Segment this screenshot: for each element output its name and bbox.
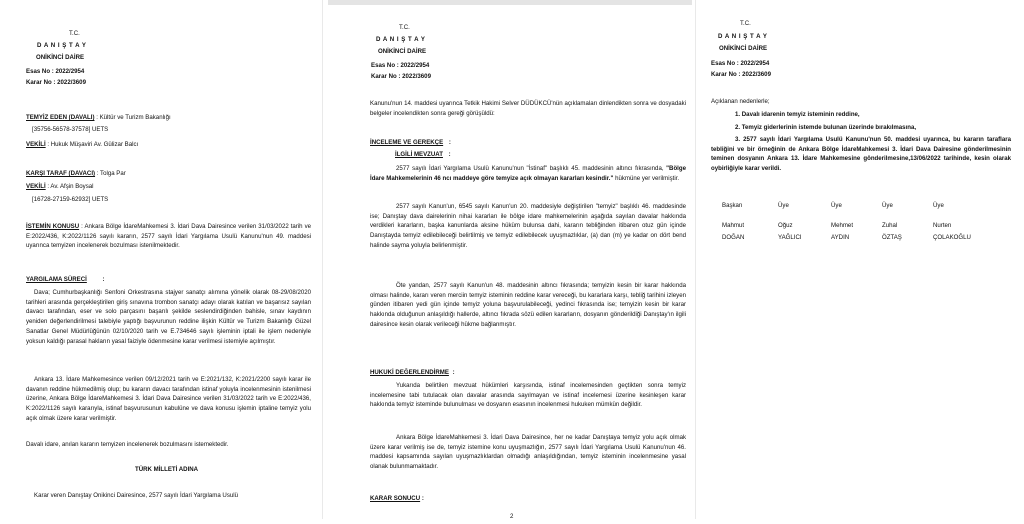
davali-paragraph: Davalı idare, anılan kararın temyizen incelenerek bozulmasını istemektedir. (26, 441, 229, 448)
judge-first-name: Mahmut (722, 222, 745, 229)
temyiz-eden-uets: [35756-56578-37578] UETS (32, 126, 109, 133)
istemin-konusu-text: : Ankara Bölge İdareMahkemesi 3. İdari Dava Dairesince verilen 31/03/2022 tarih ve E:2022/436, K:2022/1126 sayılı kararın, 2577 sayılı İdari Yargılama Usulü Kanunu'nun 49. maddesi uyarınca temyizen incelenerek bozulması istenilmektedir. (26, 223, 311, 250)
hukuki-paragraph-1: Yukarıda belirtilen mevzuat hükümleri karşısında, istinaf incelemesinden geçtikten sonra temyiz incelemesine tabi tutulacak olan davalar arasında sayılmayan ve istinaf incelemesi üzerine kesinleşen karar hakkında temyiz isteminde bulunulması ve dosyanın esasının incelenmesi hukuken mümkün değildir. (370, 382, 686, 409)
karsi-taraf (26, 170, 126, 178)
vekili-2-value: : Av. Afşin Boysal (47, 183, 94, 190)
judge-title: Üye (831, 202, 842, 209)
page-divider (695, 0, 696, 519)
vekili-1-value: : Hukuk Müşaviri Av. Gülizar Balcı (47, 141, 139, 148)
judge-last-name: YAĞLICI (778, 234, 802, 241)
judge-1 (722, 202, 744, 242)
temyiz-eden-label: TEMYİZ EDEN (DAVALI) (26, 114, 95, 121)
hukuki-heading (370, 369, 455, 377)
inceleme-heading (370, 139, 451, 147)
hukuki-colon: : (452, 369, 455, 376)
karar-sonucu-heading (370, 495, 424, 503)
judge-first-name: Zuhal (882, 222, 898, 229)
judge-title: Üye (933, 202, 944, 209)
document-page-3 (698, 0, 1024, 519)
header-esas: Esas No : 2022/2954 (371, 62, 430, 69)
vekili-2-label: VEKİLİ (26, 183, 46, 190)
header-tc: T.C. (399, 24, 410, 31)
result-item-3: 3. 2577 sayılı İdari Yargılama Usulü Kanunu'nun 50. maddesi uyarınca, bu kararın taraflara tebliğini ve bir örneğinin de Ankara Bölge İdareMahkemesi 3. İdari Dava Dairesine gönderilmesinin teminen dosyanın Ankara 13. İdare Mahkemesine gönderilmesine,13/06/2022 tarihinde, kesin olarak oybirliğiyle karar verildi. (711, 136, 1011, 173)
header-chamber: ONİKİNCİ DAİRE (719, 45, 768, 52)
judge-title: Başkan (722, 202, 743, 209)
istemin-konusu-label: İSTEMİN KONUSU (26, 223, 80, 230)
p1-c: hükmüne yer verilmiştir. (615, 174, 680, 182)
karsi-taraf-value: : Tolga Par (96, 170, 126, 177)
page-divider (322, 0, 323, 519)
karar-sonucu-colon: : (421, 495, 424, 502)
judge-last-name: ÖZTAŞ (882, 234, 902, 241)
inceleme-colon: : (448, 139, 451, 146)
header-tc: T.C. (740, 20, 751, 27)
vekili-2 (26, 183, 94, 191)
result-item-1: 1. Davalı idarenin temyiz isteminin reddine, (735, 111, 860, 118)
judge-4 (882, 202, 902, 242)
judge-last-name: DOĞAN (722, 234, 745, 241)
document-page-1 (0, 0, 318, 519)
header-court: D A N I Ş T A Y (718, 33, 768, 40)
judge-last-name: ÇOLAKOĞLU (933, 234, 971, 241)
ilgili-mevzuat-colon: : (448, 151, 451, 158)
judge-title: Üye (882, 202, 893, 209)
dava-paragraph: Dava; Cumhurbaşkanlığı Senfoni Orkestrasına stajyer sanatçı alımına yönelik olarak 08-29/08/2020 tarihleri arasında gerçekleştirilen giriş sınavına trombon sanatçı adayı olarak katılan ve başarısız sayılan davacı tarafından, eser ve solo parçasını başarılı şekilde seslendirdiğinden bahisle, sınav kaydının yeniden değerlendirilmesi talebiyle yaptığı başvurunun reddine ilişkin Kültür ve Turizm Bakanlığı Güzel Sanatlar Genel Müdürlüğünün 02/10/2020 tarih ve E.734646 sayılı işleminin iptali ile işlem nedeniyle yoksun kaldığı parasal hakların yasal faiziyle ödenmesine karar verilmesi istemiyle açılmıştır. (26, 289, 311, 345)
temyiz-eden (26, 114, 171, 122)
judge-2 (778, 202, 802, 242)
ilgili-mevzuat-heading (395, 151, 451, 159)
karar-veren-line: Karar veren Danıştay Onikinci Dairesince, 2577 sayılı İdari Yargılama Usulü (34, 492, 239, 499)
karsi-taraf-label: KARŞI TARAF (DAVACI) (26, 170, 96, 177)
istemin-konusu (26, 222, 311, 251)
judge-title: Üye (778, 202, 789, 209)
temyiz-eden-value: : Kültür ve Turizm Bakanlığı (96, 114, 171, 121)
mevzuat-paragraph-1 (370, 164, 686, 183)
vekili-1 (26, 141, 138, 149)
turk-milleti-adina: TÜRK MİLLETİ ADINA (135, 466, 199, 473)
judge-first-name: Mehmet (831, 222, 854, 229)
header-karar: Karar No : 2022/3609 (711, 71, 771, 78)
header-karar: Karar No : 2022/3609 (26, 79, 86, 86)
header-karar: Karar No : 2022/3609 (371, 73, 431, 80)
header-esas: Esas No : 2022/2954 (26, 68, 85, 75)
mevzuat-paragraph-3: Öte yandan, 2577 sayılı Kanun'un 48. maddesinin altıncı fıkrasında; temyizin kesin bir karar hakkında olması halinde, kararı veren merciin temyiz isteminin reddine karar vereceği, bu kararlara karşı, tebliğ tarihini izleyen günden itibaren yedi gün içinde temyiz yoluna başvurulabileceği, yedinci fıkrasında ise; temyizin kesin bir karar hakkında olduğunun anlaşıldığı hallerde, altıncı fıkrada sözü edilen kararların, dosyanın gönderildiği Danıştay'ın ilgili dairesince kesin olarak verileceği hükme bağlanmıştır. (370, 282, 686, 328)
header-court: D A N I Ş T A Y (37, 42, 87, 49)
page-number: 2 (510, 513, 514, 520)
judge-last-name: AYDIN (831, 234, 850, 241)
inceleme-label: İNCELEME VE GEREKÇE (370, 139, 444, 146)
ankara-paragraph: Ankara 13. İdare Mahkemesince verilen 09/12/2021 tarih ve E:2021/132, K:2021/2200 sayılı karar ile davanın reddine hükmedilmiş olup; bu kararın davacı tarafından istinaf yoluyla incelenmesinin istenilmesi üzerine, Ankara Bölge İdareMahkemesi 3. İdari Dava Dairesince verilen 31/03/2022 tarih ve E:2022/436, K:2022/1126 sayılı kararıyla, istinaf başvurusunun kabulüne ve dava konusu işlemin iptaline temyiz yolu açık olmak üzere karar verilmiştir. (26, 376, 311, 422)
karar-sonucu-label: KARAR SONUCU (370, 495, 421, 502)
header-esas: Esas No : 2022/2954 (711, 60, 770, 67)
intro-paragraph: Kanunu'nun 14. maddesi uyarınca Tetkik Hakimi Selver DÜDÜKCÜ'nün açıklamaları dinlendikten sonra ve dosyadaki belgeler incelendikten sonra gereği görüşüldü: (370, 100, 686, 117)
hukuki-label: HUKUKİ DEĞERLENDİRME (370, 369, 449, 376)
document-page-2 (328, 0, 692, 524)
header-court: D A N I Ş T A Y (376, 36, 426, 43)
yargilama-sureci-colon: : (102, 276, 105, 283)
result-item-2: 2. Temyiz giderlerinin istemde bulunan üzerinde bırakılmasına, (735, 124, 917, 131)
header-chamber: ONİKİNCİ DAİRE (36, 54, 85, 61)
judge-first-name: Nurten (933, 222, 952, 229)
vekili-1-label: VEKİLİ (26, 141, 46, 148)
aciklanan-nedenlerle: Açıklanan nedenlerle; (711, 98, 770, 105)
header-chamber: ONİKİNCİ DAİRE (378, 48, 427, 55)
judge-first-name: Oğuz (778, 222, 793, 229)
p1-a: 2577 sayılı İdari Yargılama Usulü Kanunu'nun "İstinaf" başlıklı 45. maddesinin altıncı fıkrasında, (396, 165, 664, 172)
judge-5 (933, 202, 971, 242)
ilgili-mevzuat-label: İLGİLİ MEVZUAT (395, 151, 443, 158)
judge-3 (831, 202, 853, 242)
p1-b: "Bölge İdare Mahkemelerinin 46 ncı maddeye göre temyize açık olmayan kararları kesindir." (370, 165, 686, 182)
header-tc: T.C. (69, 30, 80, 37)
yargilama-sureci-heading (26, 276, 105, 284)
vekili-2-uets: [16728-27159-62932] UETS (32, 196, 109, 203)
hukuki-paragraph-2: Ankara Bölge İdareMahkemesi 3. İdari Dava Dairesince, her ne kadar Danıştaya temyiz yolu açık olmak üzere karar verilmiş ise de, temyiz istemine konu uyuşmazlığın, 2577 sayılı İdari Yargılama Usulü Kanunu'nun 46. maddesi kapsamında sayılan uyuşmazlıklardan olmadığı anlaşıldığından, temyiz isteminin incelenmesine yasal olanak bulunmamaktadır. (370, 434, 686, 471)
yargilama-sureci-label: YARGILAMA SÜRECİ (26, 276, 87, 283)
mevzuat-paragraph-2: 2577 sayılı Kanun'un, 6545 sayılı Kanun'un 20. maddesiyle değiştirilen "temyiz" başlıklı 46. maddesinde ise; Danıştay dava dairelerinin nihai kararları ile bölge idare mahkemelerinin aşağıda sayılan davalar hakkında verdikleri kararların, başka kanunlarda aksine hüküm bulunsa dahi, kararın tebliğinden itibaren otuz gün içinde Danıştayda temyiz edilebileceği belirtilmiş ve temyiz edilebilecek uyuşmazlıklar, (a) dan (m) ye kadar on dört bend halinde sayma yoluyla belirlenmiştir. (370, 203, 686, 249)
